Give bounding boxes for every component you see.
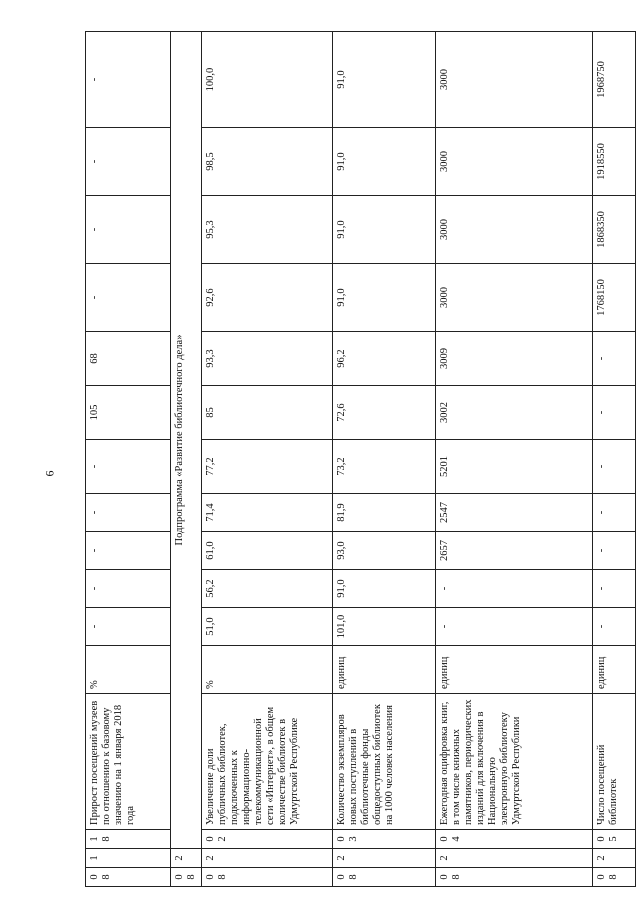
cell-value: 51,0 xyxy=(202,608,333,646)
cell-value: 92,6 xyxy=(202,264,333,332)
cell-unit: единиц xyxy=(593,646,636,694)
cell-value: - xyxy=(86,32,171,128)
cell-value: 1918550 xyxy=(593,128,636,196)
cell-value: - xyxy=(436,608,593,646)
cell-code-1: 08 xyxy=(171,868,202,887)
cell-code-1: 08 xyxy=(202,868,333,887)
cell-value: - xyxy=(86,196,171,264)
table-row-digitization xyxy=(436,32,593,887)
cell-value: - xyxy=(86,264,171,332)
cell-indicator-name: Увеличение доли публичных библиотек, подключенных к информационно-телекоммуникационной сети «Интернет», в общем количестве библиотек в Удмуртской Республике xyxy=(202,694,333,830)
cell-value: - xyxy=(436,570,593,608)
cell-code-2: 2 xyxy=(171,849,202,868)
cell-value: 72,6 xyxy=(333,386,436,440)
cell-code-3: 03 xyxy=(333,830,436,849)
cell-code-1: 08 xyxy=(86,868,171,887)
cell-value: 93,0 xyxy=(333,532,436,570)
cell-value: 56,2 xyxy=(202,570,333,608)
cell-unit: % xyxy=(202,646,333,694)
cell-value: 91,0 xyxy=(333,264,436,332)
cell-value: 3009 xyxy=(436,332,593,386)
cell-value: - xyxy=(593,608,636,646)
rotated-table-wrapper xyxy=(85,32,619,887)
cell-code-2: 2 xyxy=(593,849,636,868)
cell-value: - xyxy=(593,532,636,570)
table-row-library-visits xyxy=(593,32,636,887)
cell-value: 101,0 xyxy=(333,608,436,646)
cell-indicator-name: Прирост посещений музеев по отношению к базовому значению на 1 января 2018 года xyxy=(86,694,171,830)
cell-unit: единиц xyxy=(333,646,436,694)
cell-value: - xyxy=(593,332,636,386)
cell-indicator-name: Ежегодная оцифровка книг, в том числе книжных памятников, периодических изданий для включения в Национальную электронную библиотеку Удмуртской Республики xyxy=(436,694,593,830)
cell-value: - xyxy=(86,494,171,532)
cell-value: 93,3 xyxy=(202,332,333,386)
table-row-subprogram-header xyxy=(171,32,202,887)
cell-value: 5201 xyxy=(436,440,593,494)
cell-value: 85 xyxy=(202,386,333,440)
cell-code-1: 08 xyxy=(333,868,436,887)
table-row-new-copies xyxy=(333,32,436,887)
cell-code-3: 18 xyxy=(86,830,171,849)
subprogram-title: Подпрограмма «Развитие библиотечного дела» xyxy=(171,32,202,849)
cell-value: - xyxy=(593,570,636,608)
cell-value: 3000 xyxy=(436,264,593,332)
cell-value: 81,9 xyxy=(333,494,436,532)
cell-value: 68 xyxy=(86,332,171,386)
cell-value: 1868350 xyxy=(593,196,636,264)
cell-code-2: 2 xyxy=(333,849,436,868)
cell-value: - xyxy=(86,532,171,570)
cell-value: 98,5 xyxy=(202,128,333,196)
cell-value: 100,0 xyxy=(202,32,333,128)
table-row-museum-visits xyxy=(86,32,171,887)
cell-code-3: 02 xyxy=(202,830,333,849)
cell-code-1: 08 xyxy=(593,868,636,887)
cell-value: - xyxy=(593,440,636,494)
cell-code-2: 2 xyxy=(436,849,593,868)
cell-value: 96,2 xyxy=(333,332,436,386)
cell-value: 3000 xyxy=(436,32,593,128)
cell-code-1: 08 xyxy=(436,868,593,887)
cell-value: 105 xyxy=(86,386,171,440)
cell-value: 61,0 xyxy=(202,532,333,570)
cell-code-2: 1 xyxy=(86,849,171,868)
cell-value: 91,0 xyxy=(333,32,436,128)
table-row-internet-libraries xyxy=(202,32,333,887)
cell-value: 77,2 xyxy=(202,440,333,494)
cell-unit: % xyxy=(86,646,171,694)
cell-code-3: 04 xyxy=(436,830,593,849)
cell-indicator-name: Число посещений библиотек xyxy=(593,694,636,830)
cell-value: - xyxy=(86,440,171,494)
cell-value: - xyxy=(86,570,171,608)
indicators-table xyxy=(85,31,636,887)
cell-value: - xyxy=(86,608,171,646)
cell-value: 91,0 xyxy=(333,128,436,196)
cell-value: 3000 xyxy=(436,128,593,196)
cell-value: 2657 xyxy=(436,532,593,570)
cell-value: 91,0 xyxy=(333,196,436,264)
cell-indicator-name: Количество экземпляров новых поступлений в библиотечные фонды общедоступных библиотек на 1000 человек населения xyxy=(333,694,436,830)
cell-value: 3000 xyxy=(436,196,593,264)
cell-value: 95,3 xyxy=(202,196,333,264)
cell-value: 3002 xyxy=(436,386,593,440)
cell-value: 71,4 xyxy=(202,494,333,532)
cell-value: - xyxy=(86,128,171,196)
cell-value: - xyxy=(593,386,636,440)
cell-value: 2547 xyxy=(436,494,593,532)
cell-value: 1968750 xyxy=(593,32,636,128)
cell-unit: единиц xyxy=(436,646,593,694)
cell-code-3: 05 xyxy=(593,830,636,849)
cell-value: - xyxy=(593,494,636,532)
page-number: 6 xyxy=(42,470,57,477)
cell-value: 73,2 xyxy=(333,440,436,494)
cell-value: 91,0 xyxy=(333,570,436,608)
cell-code-2: 2 xyxy=(202,849,333,868)
cell-value: 1768150 xyxy=(593,264,636,332)
